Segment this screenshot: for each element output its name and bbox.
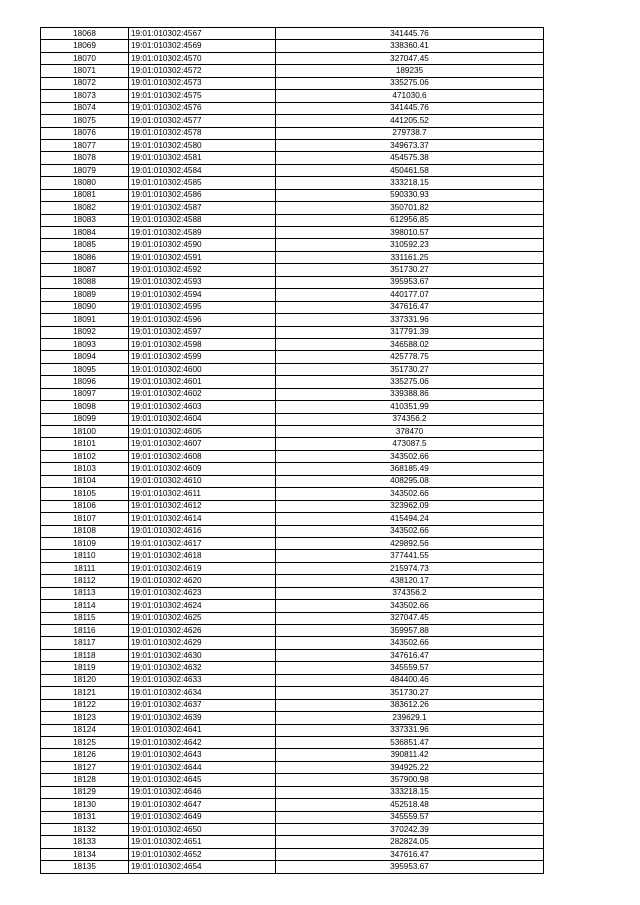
value-cell: 333218.15: [276, 177, 544, 189]
value-cell: 450461.58: [276, 164, 544, 176]
table-row: [41, 488, 544, 500]
cadastral-number-cell: 19:01:010302:4645: [129, 774, 276, 786]
value-cell: 441205.52: [276, 115, 544, 127]
cadastral-number-cell: 19:01:010302:4611: [129, 488, 276, 500]
table-row: [41, 649, 544, 661]
cadastral-number-cell: 19:01:010302:4633: [129, 674, 276, 686]
row-number-cell: 18087: [41, 264, 129, 276]
table-row: [41, 687, 544, 699]
cadastral-number-cell: 19:01:010302:4594: [129, 289, 276, 301]
table-row: [41, 40, 544, 52]
value-cell: 343502.66: [276, 488, 544, 500]
value-cell: 347616.47: [276, 848, 544, 860]
value-cell: 351730.27: [276, 264, 544, 276]
table-row: [41, 562, 544, 574]
cadastral-number-cell: 19:01:010302:4612: [129, 500, 276, 512]
row-number-cell: 18100: [41, 426, 129, 438]
table-row: [41, 115, 544, 127]
row-number-cell: 18117: [41, 637, 129, 649]
row-number-cell: 18120: [41, 674, 129, 686]
row-number-cell: 18071: [41, 65, 129, 77]
value-cell: 452518.48: [276, 799, 544, 811]
row-number-cell: 18075: [41, 115, 129, 127]
row-number-cell: 18119: [41, 662, 129, 674]
cadastral-number-cell: 19:01:010302:4580: [129, 139, 276, 151]
table-row: [41, 674, 544, 686]
value-cell: 338360.41: [276, 40, 544, 52]
table-row: [41, 600, 544, 612]
value-cell: 215974.73: [276, 562, 544, 574]
value-cell: 590330.93: [276, 189, 544, 201]
value-cell: 473087.5: [276, 438, 544, 450]
value-cell: 339388.86: [276, 388, 544, 400]
table-row: [41, 90, 544, 102]
row-number-cell: 18069: [41, 40, 129, 52]
value-cell: 429892.56: [276, 537, 544, 549]
table-row: [41, 736, 544, 748]
row-number-cell: 18106: [41, 500, 129, 512]
cadastral-number-cell: 19:01:010302:4602: [129, 388, 276, 400]
value-cell: 374356.2: [276, 413, 544, 425]
row-number-cell: 18094: [41, 351, 129, 363]
row-number-cell: 18129: [41, 786, 129, 798]
value-cell: 310592.23: [276, 239, 544, 251]
cadastral-number-cell: 19:01:010302:4642: [129, 736, 276, 748]
cadastral-number-cell: 19:01:010302:4639: [129, 712, 276, 724]
cadastral-number-cell: 19:01:010302:4608: [129, 450, 276, 462]
value-cell: 370242.39: [276, 824, 544, 836]
value-cell: 383612.26: [276, 699, 544, 711]
row-number-cell: 18068: [41, 28, 129, 40]
table-row: [41, 662, 544, 674]
cadastral-number-cell: 19:01:010302:4581: [129, 152, 276, 164]
table-row: [41, 65, 544, 77]
cadastral-number-cell: 19:01:010302:4647: [129, 799, 276, 811]
table-row: [41, 152, 544, 164]
table-row: [41, 276, 544, 288]
cadastral-number-cell: 19:01:010302:4593: [129, 276, 276, 288]
row-number-cell: 18122: [41, 699, 129, 711]
value-cell: 377441.55: [276, 550, 544, 562]
table-row: [41, 786, 544, 798]
cadastral-number-cell: 19:01:010302:4619: [129, 562, 276, 574]
cadastral-number-cell: 19:01:010302:4649: [129, 811, 276, 823]
row-number-cell: 18114: [41, 600, 129, 612]
row-number-cell: 18097: [41, 388, 129, 400]
value-cell: 349673.37: [276, 139, 544, 151]
table-row: [41, 587, 544, 599]
row-number-cell: 18132: [41, 824, 129, 836]
value-cell: 351730.27: [276, 687, 544, 699]
cadastral-number-cell: 19:01:010302:4570: [129, 52, 276, 64]
table-row: [41, 749, 544, 761]
row-number-cell: 18118: [41, 649, 129, 661]
value-cell: 189235: [276, 65, 544, 77]
cadastral-number-cell: 19:01:010302:4605: [129, 426, 276, 438]
cadastral-number-cell: 19:01:010302:4620: [129, 575, 276, 587]
row-number-cell: 18108: [41, 525, 129, 537]
value-cell: 341445.76: [276, 28, 544, 40]
row-number-cell: 18078: [41, 152, 129, 164]
row-number-cell: 18134: [41, 848, 129, 860]
table-row: [41, 450, 544, 462]
table-row: [41, 177, 544, 189]
value-cell: 343502.66: [276, 637, 544, 649]
cadastral-number-cell: 19:01:010302:4618: [129, 550, 276, 562]
cadastral-number-cell: 19:01:010302:4610: [129, 475, 276, 487]
row-number-cell: 18131: [41, 811, 129, 823]
row-number-cell: 18111: [41, 562, 129, 574]
table-row: [41, 799, 544, 811]
table-row: [41, 326, 544, 338]
table-row: [41, 712, 544, 724]
row-number-cell: 18081: [41, 189, 129, 201]
row-number-cell: 18098: [41, 401, 129, 413]
table-row: [41, 102, 544, 114]
row-number-cell: 18135: [41, 861, 129, 873]
value-cell: 337331.96: [276, 724, 544, 736]
table-row: [41, 724, 544, 736]
table-row: [41, 127, 544, 139]
cadastral-number-cell: 19:01:010302:4589: [129, 227, 276, 239]
value-cell: 394925.22: [276, 761, 544, 773]
value-cell: 395953.67: [276, 276, 544, 288]
row-number-cell: 18130: [41, 799, 129, 811]
value-cell: 317791.39: [276, 326, 544, 338]
cadastral-number-cell: 19:01:010302:4586: [129, 189, 276, 201]
cadastral-number-cell: 19:01:010302:4630: [129, 649, 276, 661]
value-cell: 368185.49: [276, 463, 544, 475]
row-number-cell: 18077: [41, 139, 129, 151]
row-number-cell: 18079: [41, 164, 129, 176]
table-row: [41, 28, 544, 40]
table-row: [41, 550, 544, 562]
cadastral-number-cell: 19:01:010302:4584: [129, 164, 276, 176]
table-row: [41, 77, 544, 89]
cadastral-number-cell: 19:01:010302:4587: [129, 202, 276, 214]
table-row: [41, 189, 544, 201]
row-number-cell: 18096: [41, 376, 129, 388]
table-row: [41, 525, 544, 537]
row-number-cell: 18070: [41, 52, 129, 64]
value-cell: 471030.6: [276, 90, 544, 102]
table-row: [41, 314, 544, 326]
cadastral-number-cell: 19:01:010302:4585: [129, 177, 276, 189]
row-number-cell: 18113: [41, 587, 129, 599]
value-cell: 454575.38: [276, 152, 544, 164]
table-row: [41, 500, 544, 512]
cadastral-number-cell: 19:01:010302:4567: [129, 28, 276, 40]
value-cell: 346588.02: [276, 338, 544, 350]
value-cell: 359957.88: [276, 625, 544, 637]
cadastral-number-cell: 19:01:010302:4629: [129, 637, 276, 649]
cadastral-number-cell: 19:01:010302:4607: [129, 438, 276, 450]
cadastral-number-cell: 19:01:010302:4617: [129, 537, 276, 549]
table-row: [41, 338, 544, 350]
value-cell: 378470: [276, 426, 544, 438]
cadastral-number-cell: 19:01:010302:4598: [129, 338, 276, 350]
table-row: [41, 637, 544, 649]
value-cell: 341445.76: [276, 102, 544, 114]
table-row: [41, 388, 544, 400]
value-cell: 347616.47: [276, 301, 544, 313]
table-row: [41, 475, 544, 487]
cadastral-number-cell: 19:01:010302:4575: [129, 90, 276, 102]
table-row: [41, 52, 544, 64]
value-cell: 612956.85: [276, 214, 544, 226]
row-number-cell: 18099: [41, 413, 129, 425]
table-body: [41, 28, 544, 874]
cadastral-number-cell: 19:01:010302:4595: [129, 301, 276, 313]
table-row: [41, 301, 544, 313]
table-row: [41, 774, 544, 786]
row-number-cell: 18082: [41, 202, 129, 214]
cadastral-number-cell: 19:01:010302:4604: [129, 413, 276, 425]
row-number-cell: 18086: [41, 251, 129, 263]
row-number-cell: 18115: [41, 612, 129, 624]
row-number-cell: 18104: [41, 475, 129, 487]
row-number-cell: 18112: [41, 575, 129, 587]
row-number-cell: 18089: [41, 289, 129, 301]
cadastral-number-cell: 19:01:010302:4652: [129, 848, 276, 860]
cadastral-number-cell: 19:01:010302:4590: [129, 239, 276, 251]
row-number-cell: 18085: [41, 239, 129, 251]
cadastral-number-cell: 19:01:010302:4626: [129, 625, 276, 637]
row-number-cell: 18121: [41, 687, 129, 699]
cadastral-number-cell: 19:01:010302:4591: [129, 251, 276, 263]
table-row: [41, 351, 544, 363]
table-row: [41, 413, 544, 425]
table-row: [41, 264, 544, 276]
cadastral-number-cell: 19:01:010302:4600: [129, 363, 276, 375]
row-number-cell: 18088: [41, 276, 129, 288]
value-cell: 345559.57: [276, 662, 544, 674]
table-row: [41, 363, 544, 375]
row-number-cell: 18105: [41, 488, 129, 500]
row-number-cell: 18125: [41, 736, 129, 748]
cadastral-number-cell: 19:01:010302:4650: [129, 824, 276, 836]
row-number-cell: 18123: [41, 712, 129, 724]
cadastral-number-cell: 19:01:010302:4596: [129, 314, 276, 326]
row-number-cell: 18127: [41, 761, 129, 773]
value-cell: 398010.57: [276, 227, 544, 239]
row-number-cell: 18107: [41, 513, 129, 525]
value-cell: 347616.47: [276, 649, 544, 661]
row-number-cell: 18124: [41, 724, 129, 736]
value-cell: 350701.82: [276, 202, 544, 214]
table-row: [41, 612, 544, 624]
value-cell: 333218.15: [276, 786, 544, 798]
table-row: [41, 848, 544, 860]
value-cell: 425778.75: [276, 351, 544, 363]
cadastral-number-cell: 19:01:010302:4603: [129, 401, 276, 413]
value-cell: 438120.17: [276, 575, 544, 587]
cadastral-number-cell: 19:01:010302:4625: [129, 612, 276, 624]
cadastral-number-cell: 19:01:010302:4572: [129, 65, 276, 77]
table-row: [41, 537, 544, 549]
value-cell: 335275.06: [276, 376, 544, 388]
table-row: [41, 214, 544, 226]
value-cell: 408295.08: [276, 475, 544, 487]
cadastral-number-cell: 19:01:010302:4601: [129, 376, 276, 388]
value-cell: 410351.99: [276, 401, 544, 413]
row-number-cell: 18101: [41, 438, 129, 450]
cadastral-number-cell: 19:01:010302:4641: [129, 724, 276, 736]
cadastral-number-cell: 19:01:010302:4592: [129, 264, 276, 276]
table-row: [41, 202, 544, 214]
table-row: [41, 761, 544, 773]
table-row: [41, 438, 544, 450]
cadastral-number-cell: 19:01:010302:4651: [129, 836, 276, 848]
value-cell: 374356.2: [276, 587, 544, 599]
data-table: [40, 27, 544, 874]
cadastral-number-cell: 19:01:010302:4578: [129, 127, 276, 139]
row-number-cell: 18084: [41, 227, 129, 239]
value-cell: 395953.67: [276, 861, 544, 873]
table-row: [41, 239, 544, 251]
row-number-cell: 18074: [41, 102, 129, 114]
row-number-cell: 18110: [41, 550, 129, 562]
table-row: [41, 824, 544, 836]
row-number-cell: 18072: [41, 77, 129, 89]
table-row: [41, 139, 544, 151]
value-cell: 390811.42: [276, 749, 544, 761]
cadastral-number-cell: 19:01:010302:4616: [129, 525, 276, 537]
cadastral-number-cell: 19:01:010302:4569: [129, 40, 276, 52]
value-cell: 440177.07: [276, 289, 544, 301]
table-row: [41, 513, 544, 525]
cadastral-number-cell: 19:01:010302:4599: [129, 351, 276, 363]
table-row: [41, 861, 544, 873]
table-row: [41, 811, 544, 823]
cadastral-number-cell: 19:01:010302:4597: [129, 326, 276, 338]
cadastral-number-cell: 19:01:010302:4609: [129, 463, 276, 475]
value-cell: 343502.66: [276, 450, 544, 462]
table-row: [41, 463, 544, 475]
cadastral-number-cell: 19:01:010302:4637: [129, 699, 276, 711]
value-cell: 327047.45: [276, 612, 544, 624]
row-number-cell: 18080: [41, 177, 129, 189]
table-row: [41, 401, 544, 413]
table-row: [41, 251, 544, 263]
value-cell: 282824.05: [276, 836, 544, 848]
table-row: [41, 575, 544, 587]
cadastral-number-cell: 19:01:010302:4623: [129, 587, 276, 599]
row-number-cell: 18090: [41, 301, 129, 313]
cadastral-number-cell: 19:01:010302:4644: [129, 761, 276, 773]
table-row: [41, 376, 544, 388]
row-number-cell: 18092: [41, 326, 129, 338]
value-cell: 351730.27: [276, 363, 544, 375]
cadastral-number-cell: 19:01:010302:4573: [129, 77, 276, 89]
value-cell: 343502.66: [276, 525, 544, 537]
value-cell: 536851.47: [276, 736, 544, 748]
cadastral-number-cell: 19:01:010302:4646: [129, 786, 276, 798]
row-number-cell: 18093: [41, 338, 129, 350]
row-number-cell: 18133: [41, 836, 129, 848]
row-number-cell: 18109: [41, 537, 129, 549]
row-number-cell: 18126: [41, 749, 129, 761]
row-number-cell: 18102: [41, 450, 129, 462]
table-row: [41, 699, 544, 711]
value-cell: 331161.25: [276, 251, 544, 263]
value-cell: 335275.06: [276, 77, 544, 89]
value-cell: 279738.7: [276, 127, 544, 139]
value-cell: 345559.57: [276, 811, 544, 823]
table-row: [41, 836, 544, 848]
value-cell: 239629.1: [276, 712, 544, 724]
cadastral-number-cell: 19:01:010302:4634: [129, 687, 276, 699]
row-number-cell: 18128: [41, 774, 129, 786]
value-cell: 337331.96: [276, 314, 544, 326]
row-number-cell: 18095: [41, 363, 129, 375]
value-cell: 484400.46: [276, 674, 544, 686]
value-cell: 415494.24: [276, 513, 544, 525]
table-row: [41, 289, 544, 301]
row-number-cell: 18076: [41, 127, 129, 139]
cadastral-number-cell: 19:01:010302:4614: [129, 513, 276, 525]
value-cell: 357900.98: [276, 774, 544, 786]
row-number-cell: 18103: [41, 463, 129, 475]
table-row: [41, 426, 544, 438]
row-number-cell: 18073: [41, 90, 129, 102]
cadastral-number-cell: 19:01:010302:4588: [129, 214, 276, 226]
cadastral-number-cell: 19:01:010302:4624: [129, 600, 276, 612]
table-row: [41, 164, 544, 176]
value-cell: 323962.09: [276, 500, 544, 512]
cadastral-number-cell: 19:01:010302:4654: [129, 861, 276, 873]
value-cell: 343502.66: [276, 600, 544, 612]
row-number-cell: 18116: [41, 625, 129, 637]
row-number-cell: 18091: [41, 314, 129, 326]
cadastral-number-cell: 19:01:010302:4576: [129, 102, 276, 114]
row-number-cell: 18083: [41, 214, 129, 226]
cadastral-number-cell: 19:01:010302:4632: [129, 662, 276, 674]
table-row: [41, 227, 544, 239]
table-row: [41, 625, 544, 637]
value-cell: 327047.45: [276, 52, 544, 64]
cadastral-number-cell: 19:01:010302:4643: [129, 749, 276, 761]
cadastral-number-cell: 19:01:010302:4577: [129, 115, 276, 127]
